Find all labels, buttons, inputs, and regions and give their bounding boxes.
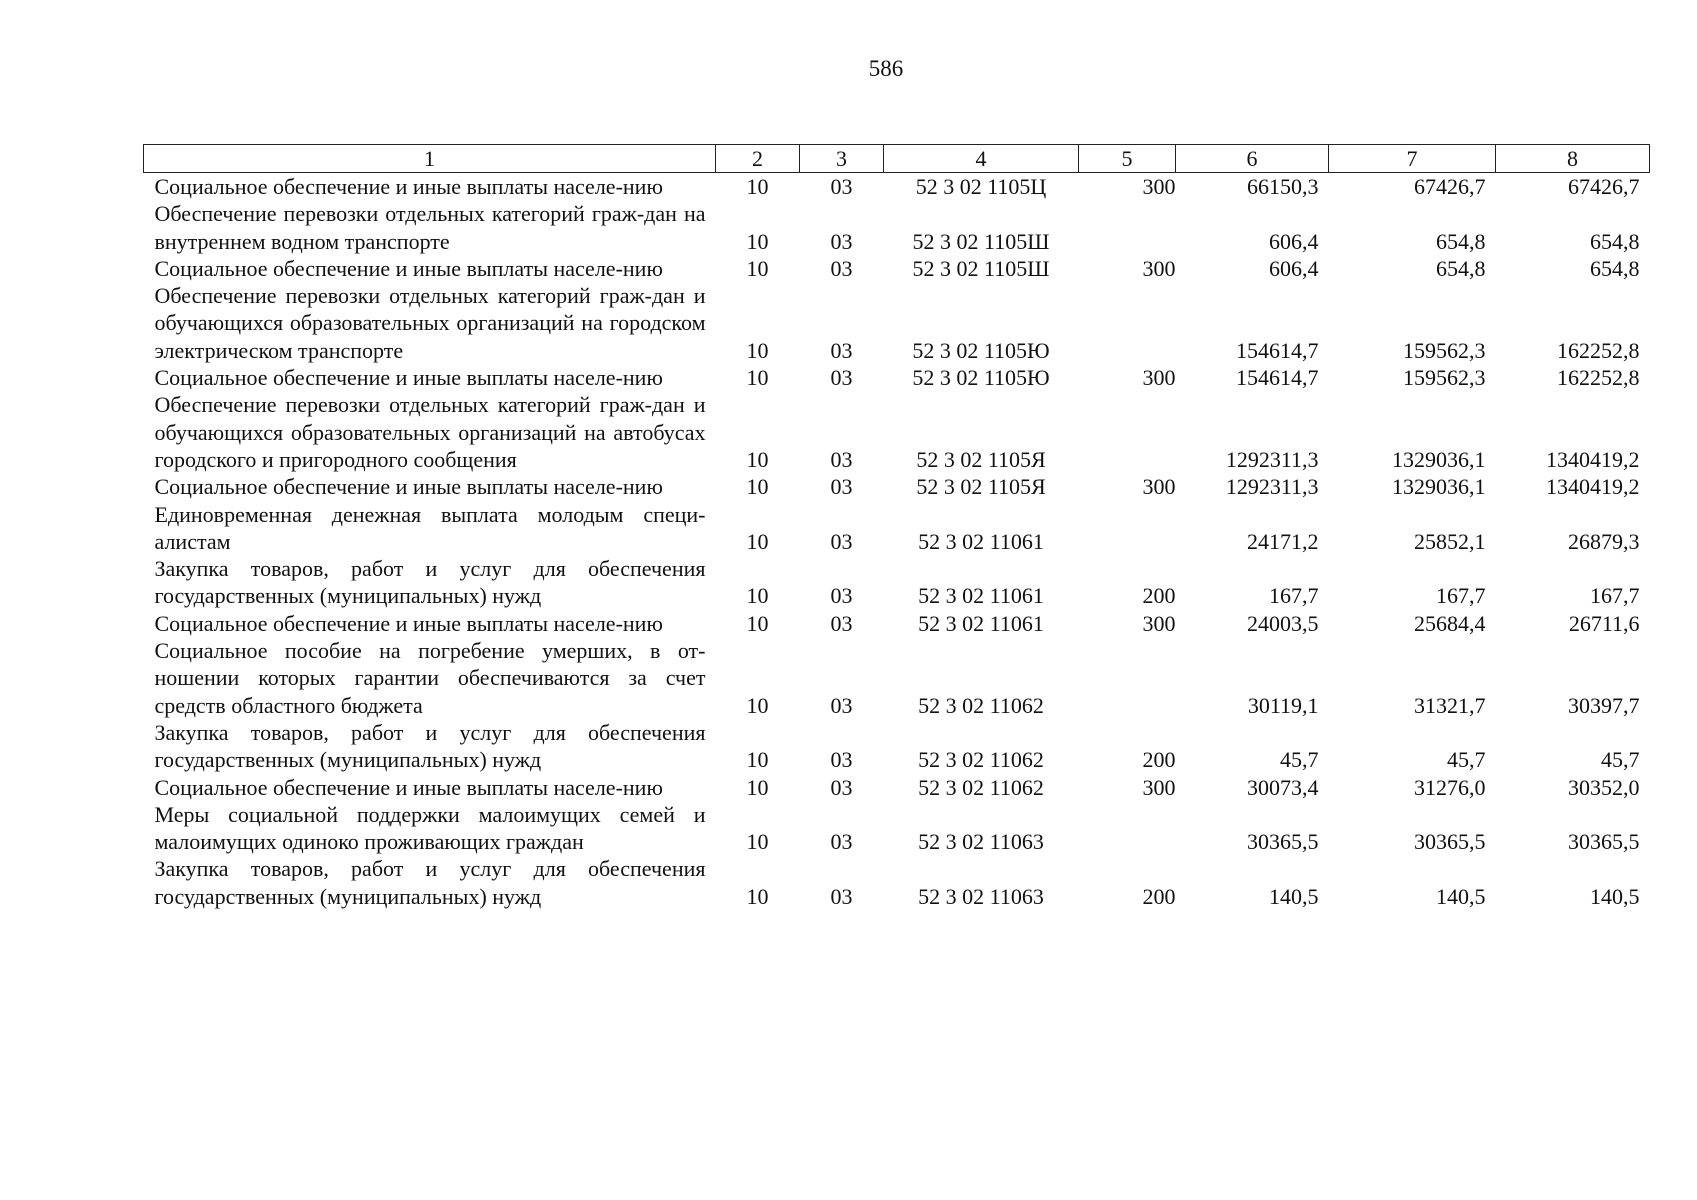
table-row — [144, 282, 1650, 364]
header-col-6: 6 — [1176, 145, 1329, 173]
table-row — [144, 637, 1650, 719]
row-name: Обеспечение перевозки отдельных категорий граж-дан и обучающихся образовательных организаций на городском электрическом транспорте — [154, 283, 706, 363]
row-target-code: 52 3 02 1105Ю — [912, 337, 1050, 363]
row-expense-type: 300 — [1142, 474, 1176, 500]
row-amount-3: 26711,6 — [1568, 610, 1640, 636]
header-col-8: 8 — [1496, 145, 1650, 173]
row-name: Закупка товаров, работ и услуг для обеспечения государственных (муниципальных) нужд — [154, 719, 706, 773]
header-col-5: 5 — [1079, 145, 1176, 173]
header-row — [144, 145, 1650, 173]
table-row — [144, 255, 1650, 282]
header-col-4: 4 — [884, 145, 1079, 173]
table-row — [144, 473, 1650, 500]
row-name: Социальное пособие на погребение умерших, в от-ношении которых гарантии обеспечиваются за счет средств областного бюджета — [154, 638, 706, 718]
header-col-3: 3 — [800, 145, 884, 173]
row-amount-2: 30365,5 — [1414, 829, 1486, 855]
row-expense-type: 200 — [1142, 747, 1176, 773]
row-expense-type: 300 — [1142, 174, 1176, 199]
row-amount-1: 606,4 — [1269, 228, 1319, 254]
row-amount-2: 159562,3 — [1403, 365, 1486, 391]
row-section: 10 — [746, 829, 769, 855]
budget-table — [143, 144, 1650, 910]
row-amount-2: 1329036,1 — [1392, 474, 1486, 500]
header-col-2: 2 — [716, 145, 800, 173]
row-amount-1: 45,7 — [1280, 747, 1319, 773]
row-amount-2: 1329036,1 — [1392, 446, 1486, 472]
row-target-code: 52 3 02 11061 — [918, 528, 1044, 554]
row-section: 10 — [746, 446, 769, 472]
row-expense-type: 200 — [1142, 583, 1176, 609]
row-section: 10 — [746, 610, 769, 636]
row-amount-2: 654,8 — [1436, 228, 1486, 254]
row-section: 10 — [746, 255, 769, 281]
row-expense-type — [1079, 801, 1176, 856]
row-amount-1: 167,7 — [1269, 583, 1319, 609]
row-expense-type: 300 — [1142, 610, 1176, 636]
row-amount-1: 30365,5 — [1247, 829, 1319, 855]
row-amount-3: 167,7 — [1590, 583, 1640, 609]
row-amount-3: 162252,8 — [1557, 337, 1640, 363]
row-target-code: 52 3 02 1105Ц — [915, 174, 1047, 199]
row-amount-1: 154614,7 — [1236, 365, 1319, 391]
row-amount-3: 1340419,2 — [1546, 446, 1640, 472]
row-target-code: 52 3 02 11062 — [918, 774, 1044, 800]
row-amount-2: 167,7 — [1436, 583, 1486, 609]
row-subsection: 03 — [830, 174, 853, 199]
row-target-code: 52 3 02 11062 — [918, 747, 1044, 773]
row-amount-2: 159562,3 — [1403, 337, 1486, 363]
row-subsection: 03 — [830, 528, 853, 554]
row-section: 10 — [746, 883, 769, 909]
row-amount-3: 654,8 — [1590, 255, 1640, 281]
row-amount-2: 31276,0 — [1414, 774, 1486, 800]
row-amount-1: 24003,5 — [1247, 610, 1319, 636]
row-expense-type — [1079, 200, 1176, 255]
row-section: 10 — [746, 528, 769, 554]
row-amount-2: 67426,7 — [1414, 174, 1486, 199]
row-section: 10 — [746, 774, 769, 800]
row-amount-3: 30352,0 — [1568, 774, 1640, 800]
row-target-code: 52 3 02 11063 — [918, 883, 1044, 909]
row-section: 10 — [746, 228, 769, 254]
row-name: Социальное обеспечение и иные выплаты населе-нию — [154, 774, 663, 800]
row-name: Закупка товаров, работ и услуг для обеспечения государственных (муниципальных) нужд — [154, 856, 706, 909]
table-body — [144, 173, 1650, 911]
row-amount-2: 140,5 — [1436, 883, 1486, 909]
row-amount-3: 654,8 — [1590, 228, 1640, 254]
row-name: Социальное обеспечение и иные выплаты населе-нию — [154, 474, 663, 500]
row-expense-type: 300 — [1142, 255, 1176, 281]
table-header — [144, 145, 1650, 173]
row-amount-2: 45,7 — [1447, 747, 1486, 773]
row-name: Социальное обеспечение и иные выплаты населе-нию — [154, 610, 663, 636]
row-amount-3: 26879,3 — [1568, 528, 1640, 554]
row-subsection: 03 — [830, 583, 853, 609]
row-subsection: 03 — [830, 337, 853, 363]
table-row — [144, 391, 1650, 473]
row-section: 10 — [746, 692, 769, 718]
row-expense-type: 300 — [1142, 365, 1176, 391]
table-row — [144, 501, 1650, 556]
row-amount-3: 140,5 — [1590, 883, 1640, 909]
row-name: Единовременная денежная выплата молодым специ-алистам — [154, 501, 706, 554]
row-target-code: 52 3 02 11061 — [918, 583, 1044, 609]
row-expense-type — [1079, 501, 1176, 556]
row-amount-3: 30397,7 — [1568, 692, 1640, 718]
table-row — [144, 855, 1650, 910]
row-subsection: 03 — [830, 365, 853, 391]
row-name: Меры социальной поддержки малоимущих семей и малоимущих одиноко проживающих граждан — [154, 801, 706, 855]
row-expense-type: 200 — [1142, 883, 1176, 909]
row-target-code: 52 3 02 1105Ю — [912, 365, 1050, 391]
row-amount-3: 67426,7 — [1568, 174, 1640, 199]
row-amount-3: 1340419,2 — [1546, 474, 1640, 500]
row-amount-1: 66150,3 — [1247, 174, 1319, 199]
header-col-7: 7 — [1329, 145, 1496, 173]
row-section: 10 — [746, 174, 769, 199]
row-expense-type: 300 — [1142, 774, 1176, 800]
row-subsection: 03 — [830, 474, 853, 500]
row-section: 10 — [746, 365, 769, 391]
row-name: Социальное обеспечение и иные выплаты населе-нию — [154, 174, 663, 199]
table-row — [144, 719, 1650, 774]
row-amount-2: 25684,4 — [1414, 610, 1486, 636]
table-row — [144, 364, 1650, 391]
row-target-code: 52 3 02 1105Ш — [912, 255, 1050, 281]
table-row — [144, 555, 1650, 610]
row-amount-1: 1292311,3 — [1225, 446, 1319, 472]
table-row — [144, 200, 1650, 255]
row-subsection: 03 — [830, 446, 853, 472]
table-row — [144, 610, 1650, 637]
row-amount-1: 1292311,3 — [1225, 474, 1319, 500]
row-name: Обеспечение перевозки отдельных категорий граж-дан и обучающихся образовательных организаций на автобусах городского и пригородного сообщения — [154, 392, 706, 472]
row-target-code: 52 3 02 11062 — [918, 692, 1044, 718]
row-subsection: 03 — [830, 692, 853, 718]
row-name: Закупка товаров, работ и услуг для обеспечения государственных (муниципальных) нужд — [154, 556, 706, 609]
row-subsection: 03 — [830, 774, 853, 800]
row-expense-type — [1079, 282, 1176, 364]
row-amount-2: 31321,7 — [1414, 692, 1486, 718]
row-target-code: 52 3 02 11063 — [918, 829, 1044, 855]
row-subsection: 03 — [830, 829, 853, 855]
row-subsection: 03 — [830, 610, 853, 636]
table-row — [144, 774, 1650, 801]
row-amount-1: 154614,7 — [1236, 337, 1319, 363]
row-target-code: 52 3 02 1105Ш — [912, 228, 1050, 254]
row-name: Обеспечение перевозки отдельных категорий граж-дан на внутреннем водном транспорте — [154, 201, 706, 254]
row-section: 10 — [746, 337, 769, 363]
row-subsection: 03 — [830, 883, 853, 909]
row-name: Социальное обеспечение и иные выплаты населе-нию — [154, 255, 663, 281]
row-section: 10 — [746, 583, 769, 609]
row-expense-type — [1079, 637, 1176, 719]
row-subsection: 03 — [830, 747, 853, 773]
row-expense-type — [1079, 391, 1176, 473]
row-amount-2: 25852,1 — [1414, 528, 1486, 554]
row-amount-1: 140,5 — [1269, 883, 1319, 909]
table-row — [144, 801, 1650, 856]
row-target-code: 52 3 02 1105Я — [916, 446, 1046, 472]
row-name: Социальное обеспечение и иные выплаты населе-нию — [154, 365, 663, 391]
row-amount-2: 654,8 — [1436, 255, 1486, 281]
row-target-code: 52 3 02 1105Я — [916, 474, 1046, 500]
row-subsection: 03 — [830, 228, 853, 254]
row-amount-1: 24171,2 — [1247, 528, 1319, 554]
row-subsection: 03 — [830, 255, 853, 281]
table-row — [144, 173, 1650, 201]
row-amount-1: 30073,4 — [1247, 774, 1319, 800]
page-number: 586 — [868, 56, 904, 81]
row-amount-1: 606,4 — [1269, 255, 1319, 281]
row-section: 10 — [746, 747, 769, 773]
row-amount-3: 45,7 — [1601, 747, 1640, 773]
header-col-1: 1 — [144, 145, 716, 173]
row-section: 10 — [746, 474, 769, 500]
row-amount-3: 162252,8 — [1557, 365, 1640, 391]
row-amount-3: 30365,5 — [1568, 829, 1640, 855]
row-target-code: 52 3 02 11061 — [918, 610, 1044, 636]
row-amount-1: 30119,1 — [1247, 692, 1319, 718]
